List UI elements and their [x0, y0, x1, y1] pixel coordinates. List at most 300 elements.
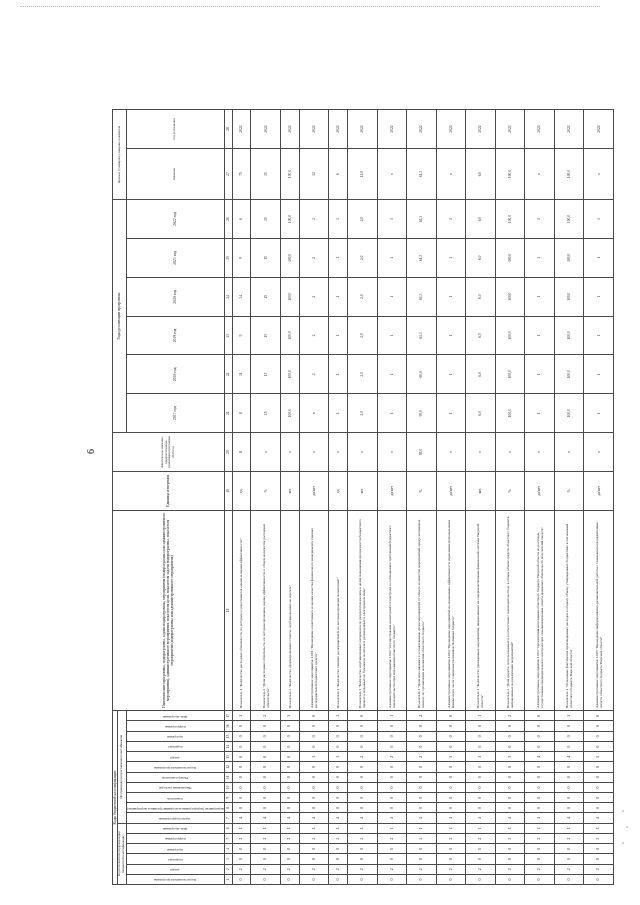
- target-year-cell: 2022: [329, 110, 348, 149]
- code-cell: 0: [466, 874, 496, 884]
- code-cell: 0: [466, 772, 496, 782]
- code-cell: 2: [251, 833, 281, 843]
- target-value-cell: 100,0: [280, 148, 299, 199]
- code-cell: 0: [251, 772, 281, 782]
- code-column-label: подпрограмма: [164, 725, 186, 730]
- target-year-cell: 2022: [525, 110, 555, 149]
- code-cell: 0: [407, 803, 437, 813]
- year-header: 2022 год: [126, 200, 224, 239]
- code-column-header: [126, 752, 224, 762]
- code-cell: 4: [299, 813, 329, 823]
- year-value-cell: 1: [329, 355, 348, 394]
- code-cell: 4: [525, 752, 555, 762]
- code-cell: 0: [280, 752, 299, 762]
- unit-cell: ед.: [232, 471, 251, 510]
- target-year-cell: 2022: [407, 110, 437, 149]
- code-cell: 0: [232, 874, 251, 884]
- code-cell: 0: [329, 874, 348, 884]
- unit-cell: да/нет: [436, 471, 466, 510]
- year-value-cell: 1: [525, 238, 555, 277]
- code-cell: 0: [407, 731, 437, 741]
- column-number: 21: [224, 394, 232, 433]
- code-cell: 2: [347, 864, 377, 874]
- code-cell: 2: [436, 864, 466, 874]
- code-cell: 0: [280, 721, 299, 731]
- code-cell: 4: [466, 813, 496, 823]
- code-cell: 0: [407, 741, 437, 751]
- code-cell: 2: [525, 833, 555, 843]
- code-column-label: Код исполнителя программы: [154, 765, 197, 770]
- year-value-cell: х: [299, 394, 329, 433]
- code-cell: 0: [232, 793, 251, 803]
- year-value-cell: 9: [232, 316, 251, 355]
- column-number: 25: [224, 238, 232, 277]
- column-number: 5: [224, 833, 232, 843]
- code-cell: 0: [347, 793, 377, 803]
- description-cell: Административное мероприятие 1.004 "Организация исполнения областного бюджета Тверской области по расходам, осуществление предварительного контроля при санкционировании оплаты денежных обязательств получателей средств": [525, 510, 555, 710]
- column-number: 7: [224, 813, 232, 823]
- year-header: 2020 год: [126, 277, 224, 316]
- code-cell: 0: [232, 803, 251, 813]
- code-cell: 0: [347, 772, 377, 782]
- code-cell: 0: [495, 844, 525, 854]
- code-cell: 0: [584, 772, 614, 782]
- code-cell: 0: [280, 844, 299, 854]
- scan-speck: [622, 810, 624, 812]
- code-cell: 0: [584, 711, 614, 721]
- code-cell: 0: [584, 844, 614, 854]
- code-cell: 0: [329, 731, 348, 741]
- description-cell: Показатель 2 "Доля расходных обязательств, по которым проведена оценка эффективности, в общем количестве расходных обязательств": [251, 510, 281, 710]
- code-cell: 0: [280, 803, 299, 813]
- code-cell: 0: [495, 854, 525, 864]
- code-cell: 0: [232, 752, 251, 762]
- year-value-cell: 1: [584, 394, 614, 433]
- code-cell: 0: [466, 803, 496, 813]
- code-cell: 4: [377, 813, 407, 823]
- code-cell: 5: [584, 752, 614, 762]
- code-cell: 0: [525, 731, 555, 741]
- column-number: 24: [224, 277, 232, 316]
- target-value-cell: 100,0: [495, 148, 525, 199]
- code-cell: 0: [525, 844, 555, 854]
- rotated-document: [112, 109, 614, 885]
- column-number: 13: [224, 752, 232, 762]
- code-cell: 0: [251, 731, 281, 741]
- target-year-cell: 2022: [584, 110, 614, 149]
- target-year-cell: 2022: [232, 110, 251, 149]
- fact-cell: х: [280, 433, 299, 472]
- code-cell: 0: [299, 731, 329, 741]
- year-value-cell: 100,0: [495, 238, 525, 277]
- code-cell: 0: [584, 762, 614, 772]
- target-value-cell: 6: [329, 148, 348, 199]
- page-number: 6: [86, 449, 97, 454]
- year-value-cell: 61,3: [407, 200, 437, 239]
- column-number: 19: [224, 471, 232, 510]
- code-cell: 0: [280, 874, 299, 884]
- year-value-cell: 1: [377, 394, 407, 433]
- year-value-cell: 1: [525, 316, 555, 355]
- year-value-cell: 8: [232, 394, 251, 433]
- code-column-label: показатель: [167, 796, 183, 801]
- code-cell: 0: [554, 741, 584, 751]
- target-value-cell: 15: [251, 148, 281, 199]
- code-cell: 0: [407, 793, 437, 803]
- code-cell: 0: [525, 793, 555, 803]
- code-cell: 0: [466, 721, 496, 731]
- code-cell: 4: [554, 813, 584, 823]
- code-cell: 0: [584, 741, 614, 751]
- code-cell: 1: [280, 823, 299, 833]
- code-cell: 0: [329, 741, 348, 751]
- target-year-header: год достижения: [126, 110, 224, 149]
- table-row: [584, 110, 614, 885]
- year-header: 2018 год: [126, 355, 224, 394]
- code-cell: 1: [329, 823, 348, 833]
- year-value-cell: 1: [436, 200, 466, 239]
- code-cell: 1: [584, 823, 614, 833]
- code-column-header: [126, 741, 224, 751]
- code-cell: 0: [329, 782, 348, 792]
- table-row: [280, 110, 299, 885]
- fact-cell: х: [466, 433, 496, 472]
- code-cell: 0: [436, 844, 466, 854]
- code-cell: 1: [251, 823, 281, 833]
- column-number: 14: [224, 741, 232, 751]
- column-number: 22: [224, 355, 232, 394]
- column-number: 10: [224, 782, 232, 792]
- code-column-label: программа: [167, 735, 183, 740]
- code-cell: 0: [347, 721, 377, 731]
- code-column-header: [126, 844, 224, 854]
- code-cell: 0: [466, 762, 496, 772]
- fact-cell: 95,0: [407, 433, 437, 472]
- code-cell: 0: [280, 793, 299, 803]
- code-cell: 0: [232, 741, 251, 751]
- code-cell: 0: [299, 782, 329, 792]
- code-cell: 0: [251, 752, 281, 762]
- target-value-cell: 12,0: [347, 148, 377, 199]
- code-column-label: Цель программы: [162, 827, 188, 832]
- code-cell: 3: [280, 711, 299, 721]
- code-cell: 0: [329, 793, 348, 803]
- code-cell: 2: [466, 833, 496, 843]
- year-value-cell: 1: [329, 200, 348, 239]
- code-cell: 0: [554, 731, 584, 741]
- code-cell: 0: [584, 721, 614, 731]
- code-cell: 0: [347, 874, 377, 884]
- code-cell: 1: [299, 823, 329, 833]
- code-cell: 0: [407, 782, 437, 792]
- code-cell: 0: [495, 874, 525, 884]
- code-cell: 1: [407, 823, 437, 833]
- table-row: [407, 110, 437, 885]
- year-value-cell: 2: [299, 200, 329, 239]
- target-value-cell: х: [525, 148, 555, 199]
- code-cell: 0: [280, 731, 299, 741]
- code-cell: 3: [466, 752, 496, 762]
- year-value-cell: 31: [232, 355, 251, 394]
- table-row: [251, 110, 281, 885]
- code-cell: 0: [377, 762, 407, 772]
- code-cell: 0: [554, 874, 584, 884]
- table-row: [436, 110, 466, 885]
- code-cell: 0: [347, 741, 377, 751]
- code-cell: 4: [407, 813, 437, 823]
- column-number: 3: [224, 854, 232, 864]
- code-cell: 0: [436, 721, 466, 731]
- name-column-header: Наименование программы, подпрограммы, задачи подпрограммы, мероприятия (подпрограммы или административного мероприятия), административного мероприятия, показателя цели, показателя задачи подпрограммы, показателя мероприятия (подпрограммы или административного мероприятия): [113, 510, 225, 710]
- year-value-cell: 1: [525, 355, 555, 394]
- code-cell: 0: [377, 854, 407, 864]
- code-column-label: задача подпрограммы: [159, 817, 191, 822]
- code-cell: 0: [329, 854, 348, 864]
- code-cell: 2: [554, 864, 584, 874]
- unit-cell: шт.: [466, 471, 496, 510]
- unit-cell: да/нет: [584, 471, 614, 510]
- code-cell: 2: [377, 864, 407, 874]
- code-cell: 0: [554, 844, 584, 854]
- unit-cell: %: [251, 471, 281, 510]
- code-cell: 4: [554, 752, 584, 762]
- code-cell: 0: [232, 854, 251, 864]
- year-value-cell: 2: [299, 277, 329, 316]
- year-value-cell: 2,0: [347, 238, 377, 277]
- code-cell: 2: [299, 864, 329, 874]
- code-column-header: [126, 854, 224, 864]
- code-column-label: Цель программы: [162, 714, 188, 719]
- code-cell: 0: [377, 782, 407, 792]
- code-cell: 0: [299, 793, 329, 803]
- table-row: [232, 110, 251, 885]
- year-value-cell: 2,0: [347, 316, 377, 355]
- code-cell: 0: [347, 762, 377, 772]
- year-value-cell: 1: [377, 355, 407, 394]
- unit-cell: %: [407, 471, 437, 510]
- unit-cell: %: [554, 471, 584, 510]
- code-cell: 0: [347, 782, 377, 792]
- description-cell: Показатель 3 "Количество сформированных отчетов, опубликованных на портале": [280, 510, 299, 710]
- code-cell: 0: [407, 844, 437, 854]
- code-cell: 1: [377, 823, 407, 833]
- code-cell: 2: [377, 833, 407, 843]
- column-number: 27: [224, 148, 232, 199]
- code-cell: 1: [347, 823, 377, 833]
- code-cell: 0: [347, 803, 377, 813]
- code-cell: 1: [525, 823, 555, 833]
- code-cell: 0: [525, 854, 555, 864]
- code-cell: 0: [525, 762, 555, 772]
- code-cell: 4: [495, 813, 525, 823]
- code-cell: 0: [251, 844, 281, 854]
- code-cell: 0: [525, 782, 555, 792]
- code-cell: 2: [407, 833, 437, 843]
- code-cell: 1: [554, 823, 584, 833]
- code-cell: 0: [347, 854, 377, 864]
- year-value-cell: 100,0: [554, 394, 584, 433]
- code-cell: 4: [347, 813, 377, 823]
- code-column-header: [126, 772, 224, 782]
- year-value-cell: 61,3: [407, 316, 437, 355]
- description-cell: Показатель 1 "Количество главных распорядителей, по которым проведен мониторинг": [329, 510, 348, 710]
- year-value-cell: 61,3: [407, 277, 437, 316]
- code-cell: 0: [377, 844, 407, 854]
- column-number: 26: [224, 200, 232, 239]
- column-number: 2: [224, 864, 232, 874]
- year-value-cell: 100,0: [495, 394, 525, 433]
- year-value-cell: 1: [436, 277, 466, 316]
- code-column-label: программа: [167, 847, 183, 852]
- column-number: 18: [224, 510, 232, 710]
- code-cell: 0: [280, 772, 299, 782]
- year-value-cell: 100,0: [554, 277, 584, 316]
- code-cell: 2: [280, 833, 299, 843]
- code-cell: 2: [377, 752, 407, 762]
- year-header: 2019 год: [126, 316, 224, 355]
- year-value-cell: 100,0: [280, 200, 299, 239]
- code-cell: 2: [347, 833, 377, 843]
- code-cell: 0: [466, 782, 496, 792]
- code-column-label: раздел: [170, 868, 180, 873]
- year-value-cell: 1: [436, 394, 466, 433]
- code-column-header: [126, 762, 224, 772]
- description-cell: Показатель 2 "Доля средств, использованных в соответствии с законодательством, в общем объеме средств областного бюджета, направленных на реализацию мероприятий": [495, 510, 525, 710]
- code-cell: 0: [525, 741, 555, 751]
- year-value-cell: 15: [251, 394, 281, 433]
- target-year-cell: 2022: [299, 110, 329, 149]
- code-cell: 0: [525, 721, 555, 731]
- code-cell: 2: [495, 864, 525, 874]
- code-cell: 0: [299, 741, 329, 751]
- column-number: 28: [224, 110, 232, 149]
- code-cell: 0: [251, 782, 281, 792]
- year-value-cell: 61,3: [407, 238, 437, 277]
- code-cell: 2: [407, 864, 437, 874]
- year-value-cell: 1: [584, 355, 614, 394]
- year-value-cell: 6,0: [466, 200, 496, 239]
- code-cell: 0: [232, 762, 251, 772]
- code-cell: 1: [232, 711, 251, 721]
- code-cell: 4: [436, 813, 466, 823]
- code-cell: 0: [495, 782, 525, 792]
- code-cell: 0: [554, 782, 584, 792]
- code-cell: 0: [347, 711, 377, 721]
- year-value-cell: 1: [329, 394, 348, 433]
- target-value-header: значение: [126, 148, 224, 199]
- fact-cell: х: [329, 433, 348, 472]
- code-column-header: [126, 721, 224, 731]
- code-cell: 4: [232, 813, 251, 823]
- code-cell: 0: [280, 854, 299, 864]
- year-value-cell: 2,0: [347, 355, 377, 394]
- year-header: 2017 год: [126, 394, 224, 433]
- code-column-header: [126, 864, 224, 874]
- code-column-label: подраздел: [167, 745, 183, 750]
- code-cell: 0: [554, 803, 584, 813]
- code-cell: 0: [251, 854, 281, 864]
- target-year-cell: 2022: [347, 110, 377, 149]
- code-column-label: раздел: [170, 755, 180, 760]
- code-cell: 0: [329, 762, 348, 772]
- code-cell: 1: [436, 823, 466, 833]
- code-cell: 0: [466, 793, 496, 803]
- code-cell: 2: [407, 752, 437, 762]
- code-cell: 0: [251, 793, 281, 803]
- year-value-cell: 1: [329, 277, 348, 316]
- code-cell: 0: [554, 772, 584, 782]
- code-cell: 0: [299, 844, 329, 854]
- code-cell: 0: [436, 731, 466, 741]
- code-cell: 4: [525, 813, 555, 823]
- code-cell: 0: [232, 731, 251, 741]
- year-value-cell: 100,0: [554, 355, 584, 394]
- code-cell: 0: [554, 721, 584, 731]
- code-cell: 0: [329, 721, 348, 731]
- table-row: [525, 110, 555, 885]
- year-value-cell: 100,0: [495, 200, 525, 239]
- code-cell: 0: [280, 762, 299, 772]
- code-cell: 0: [525, 772, 555, 782]
- column-number: 11: [224, 772, 232, 782]
- column-number: 9: [224, 793, 232, 803]
- code-cell: 0: [495, 793, 525, 803]
- code-cell: 0: [436, 803, 466, 813]
- year-value-cell: 100,0: [280, 277, 299, 316]
- code-cell: 0: [495, 721, 525, 731]
- year-value-cell: 1: [377, 200, 407, 239]
- target-value-cell: 12: [299, 148, 329, 199]
- code-cell: 2: [280, 864, 299, 874]
- code-cell: 0: [495, 772, 525, 782]
- code-column-header: [126, 874, 224, 884]
- description-cell: Административное мероприятие 1.005 "Проведение информационно-разъяснительной работы с главными распорядителями средств областного бюджета Тверской области": [584, 510, 614, 710]
- description-cell: Показатель 1 "Отношение фактически произведенных расходов к общему объему утвержденных бюджетных ассигнований областного бюджета Тверской области": [554, 510, 584, 710]
- unit-cell: да/нет: [377, 471, 407, 510]
- unit-cell: да/нет: [525, 471, 555, 510]
- code-cell: 2: [584, 833, 614, 843]
- column-number: 8: [224, 803, 232, 813]
- code-cell: 1: [495, 823, 525, 833]
- code-cell: 0: [584, 793, 614, 803]
- column-number: 17: [224, 711, 232, 721]
- table-row: [347, 110, 377, 885]
- code-cell: 1: [466, 823, 496, 833]
- year-value-cell: 1: [436, 238, 466, 277]
- scan-speck: [622, 842, 624, 844]
- target-value-cell: х: [377, 148, 407, 199]
- year-value-cell: 100,0: [554, 238, 584, 277]
- code-cell: 0: [377, 772, 407, 782]
- code-cell: 0: [251, 762, 281, 772]
- code-column-header: [126, 823, 224, 833]
- column-number: 16: [224, 721, 232, 731]
- year-value-cell: 1: [436, 355, 466, 394]
- target-value-cell: 61,3: [407, 148, 437, 199]
- code-cell: 2: [232, 833, 251, 843]
- code-cell: 0: [280, 741, 299, 751]
- fact-cell: х: [584, 433, 614, 472]
- code-cell: 0: [407, 874, 437, 884]
- code-column-header: [126, 793, 224, 803]
- code-cell: 0: [584, 803, 614, 813]
- code-cell: 0: [495, 803, 525, 813]
- code-cell: 1: [329, 711, 348, 721]
- code-cell: 0: [495, 731, 525, 741]
- year-value-cell: 15: [251, 277, 281, 316]
- unit-cell: шт.: [280, 471, 299, 510]
- code-cell: 0: [525, 711, 555, 721]
